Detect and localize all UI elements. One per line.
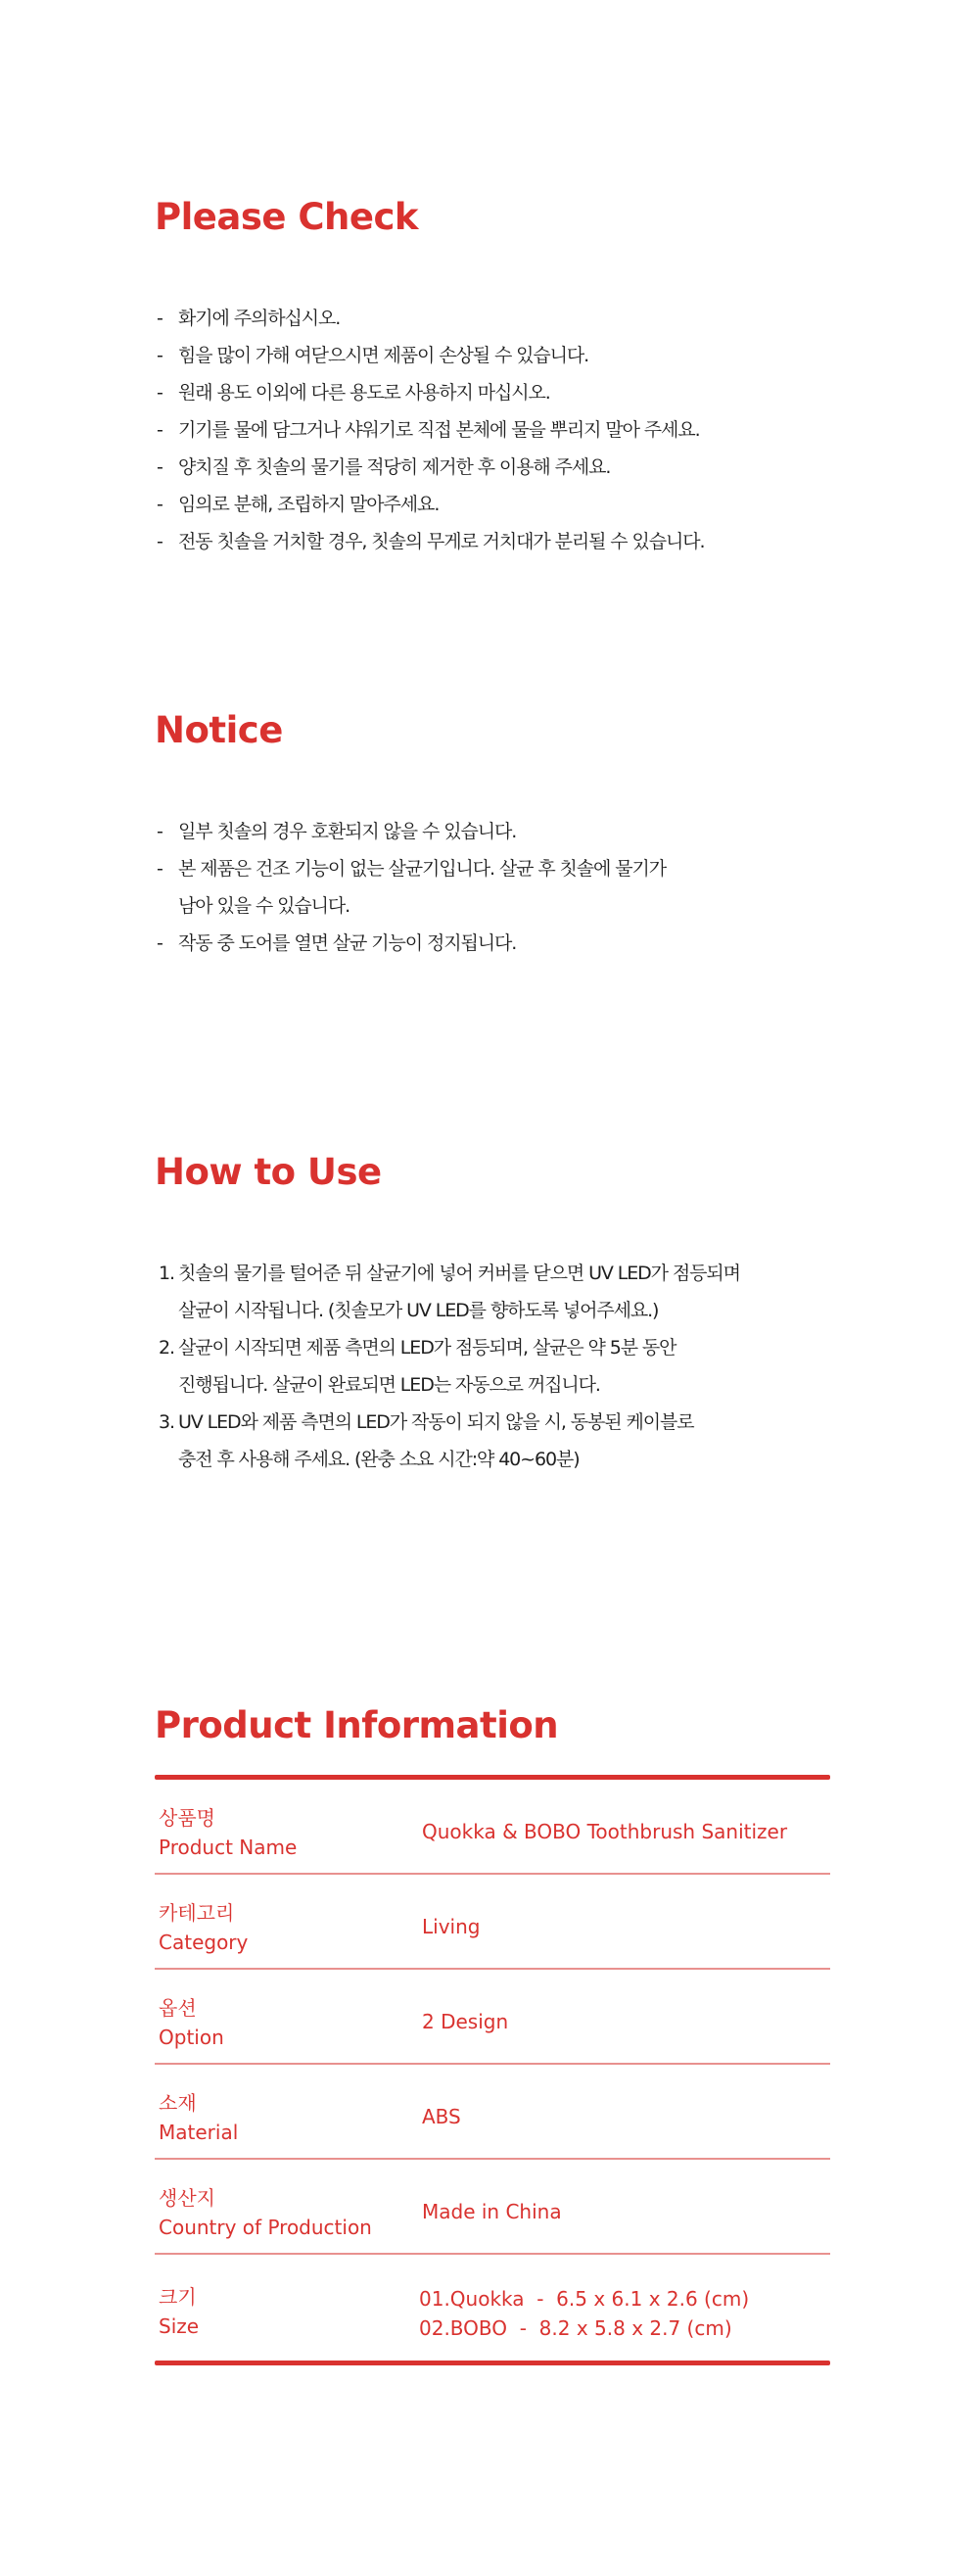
row-label xyxy=(159,2282,199,2341)
list-item-text: 기기를 물에 담그거나 샤워기로 직접 본체에 물을 뿌리지 말아 주세요. xyxy=(178,419,700,441)
row-label-ko: 소재 xyxy=(159,2091,197,2115)
list-item-text: 임의로 분해, 조립하지 말아주세요. xyxy=(178,494,440,515)
notice-title: Notice xyxy=(155,709,283,751)
table-row-option xyxy=(155,1970,830,2065)
list-item: - 일부 칫솔의 경우 호환되지 않을 수 있습니다. xyxy=(155,813,830,850)
step-item xyxy=(155,1329,830,1404)
step-number: 3. xyxy=(159,1411,174,1433)
please-check-title: Please Check xyxy=(155,196,418,238)
row-value: 01.Quokka - 6.5 x 6.1 x 2.6 (cm) 02.BOBO - 8.2 x 5.8 x 2.7 (cm) xyxy=(419,2287,750,2340)
row-label xyxy=(159,1803,297,1862)
row-label-ko: 크기 xyxy=(159,2285,197,2309)
table-row-country xyxy=(155,2160,830,2255)
list-item-text: 전동 칫솔을 거치할 경우, 칫솔의 무게로 거치대가 분리될 수 있습니다. xyxy=(178,531,705,552)
please-check-list xyxy=(155,300,830,560)
list-item-text: 본 제품은 건조 기능이 없는 살균기입니다. 살균 후 칫솔에 물기가 xyxy=(178,858,667,880)
notice-section xyxy=(155,709,830,962)
list-item: - 원래 용도 이외에 다른 용도로 사용하지 마십시오. xyxy=(157,382,550,404)
list-item-text: 화기에 주의하십시오. xyxy=(178,308,341,329)
step-text: 칫솔의 물기를 털어준 뒤 살균기에 넣어 커버를 닫으면 UV LED가 점등되며 xyxy=(178,1263,740,1284)
row-label-en: Size xyxy=(159,2314,200,2338)
row-label xyxy=(159,2088,238,2147)
row-label-ko: 생산지 xyxy=(159,2186,215,2210)
row-label-ko: 옵션 xyxy=(159,1996,197,2020)
table-row-size xyxy=(155,2255,830,2361)
list-item: - 본 제품은 건조 기능이 없는 살균기입니다. 살균 후 칫솔에 물기가 남아 있을 수 있습니다. xyxy=(155,850,830,925)
step-item xyxy=(155,1255,830,1329)
notice-list xyxy=(155,813,830,962)
table-row-product-name xyxy=(155,1780,830,1875)
list-item: - 작동 중 도어를 열면 살균 기능이 정지됩니다. xyxy=(155,925,830,962)
list-item: - 화기에 주의하십시오. xyxy=(157,308,341,329)
list-item: - 양치질 후 칫솔의 물기를 적당히 제거한 후 이용해 주세요. xyxy=(157,456,611,478)
list-item-text: 양치질 후 칫솔의 물기를 적당히 제거한 후 이용해 주세요. xyxy=(178,456,611,478)
step-text: UV LED와 제품 측면의 LED가 작동이 되지 않을 시, 동봉된 케이블로 xyxy=(178,1411,694,1433)
step-text-continued: 충전 후 사용해 주세요. (완충 소요 시간:약 40~60분) xyxy=(178,1449,580,1470)
list-item-text: 작동 중 도어를 열면 살균 기능이 정지됩니다. xyxy=(178,932,517,954)
table-row-category xyxy=(155,1875,830,1970)
how-to-use-title: How to Use xyxy=(155,1151,382,1193)
row-label-en: Material xyxy=(159,2121,239,2144)
row-label-ko: 카테고리 xyxy=(159,1901,235,1925)
row-label-ko: 상품명 xyxy=(159,1806,215,1830)
list-item: - 임의로 분해, 조립하지 말아주세요. xyxy=(157,494,440,515)
table-bottom-rule xyxy=(155,2361,830,2365)
row-value: Living xyxy=(422,1915,481,1938)
step-number: 2. xyxy=(159,1337,174,1359)
row-value: 2 Design xyxy=(422,2010,509,2033)
list-item: - 기기를 물에 담그거나 샤워기로 직접 본체에 물을 뿌리지 말아 주세요. xyxy=(157,419,700,441)
row-label xyxy=(159,2183,372,2242)
row-value: Quokka & BOBO Toothbrush Sanitizer xyxy=(422,1820,788,1843)
row-value: Made in China xyxy=(422,2200,562,2223)
row-label xyxy=(159,1898,248,1957)
step-number: 1. xyxy=(159,1263,174,1284)
how-to-use-section xyxy=(155,1151,830,1478)
how-to-use-steps xyxy=(155,1255,830,1478)
list-item-text: 원래 용도 이외에 다른 용도로 사용하지 마십시오. xyxy=(178,382,550,404)
row-label-en: Country of Production xyxy=(159,2216,372,2239)
step-item xyxy=(155,1404,830,1478)
list-item-text: 일부 칫솔의 경우 호환되지 않을 수 있습니다. xyxy=(178,821,517,842)
list-item: - 전동 칫솔을 거치할 경우, 칫솔의 무게로 거치대가 분리될 수 있습니다. xyxy=(157,531,705,552)
row-label-en: Product Name xyxy=(159,1836,298,1859)
step-text-continued: 진행됩니다. 살균이 완료되면 LED는 자동으로 꺼집니다. xyxy=(178,1374,600,1396)
list-item-text-continued: 남아 있을 수 있습니다. xyxy=(178,895,350,917)
list-item: - 힘을 많이 가해 여닫으시면 제품이 손상될 수 있습니다. xyxy=(157,345,589,366)
step-text-continued: 살균이 시작됩니다. (칫솔모가 UV LED를 향하도록 넣어주세요.) xyxy=(178,1300,659,1321)
row-value: ABS xyxy=(422,2105,461,2128)
product-info-table xyxy=(155,1775,830,2365)
row-label-en: Category xyxy=(159,1931,249,1954)
row-label-en: Option xyxy=(159,2026,224,2049)
please-check-section xyxy=(155,196,830,560)
step-text: 살균이 시작되면 제품 측면의 LED가 점등되며, 살균은 약 5분 동안 xyxy=(178,1337,676,1359)
product-info-title: Product Information xyxy=(155,1704,559,1746)
table-row-material xyxy=(155,2065,830,2160)
row-label xyxy=(159,1993,224,2052)
list-item-text: 힘을 많이 가해 여닫으시면 제품이 손상될 수 있습니다. xyxy=(178,345,589,366)
